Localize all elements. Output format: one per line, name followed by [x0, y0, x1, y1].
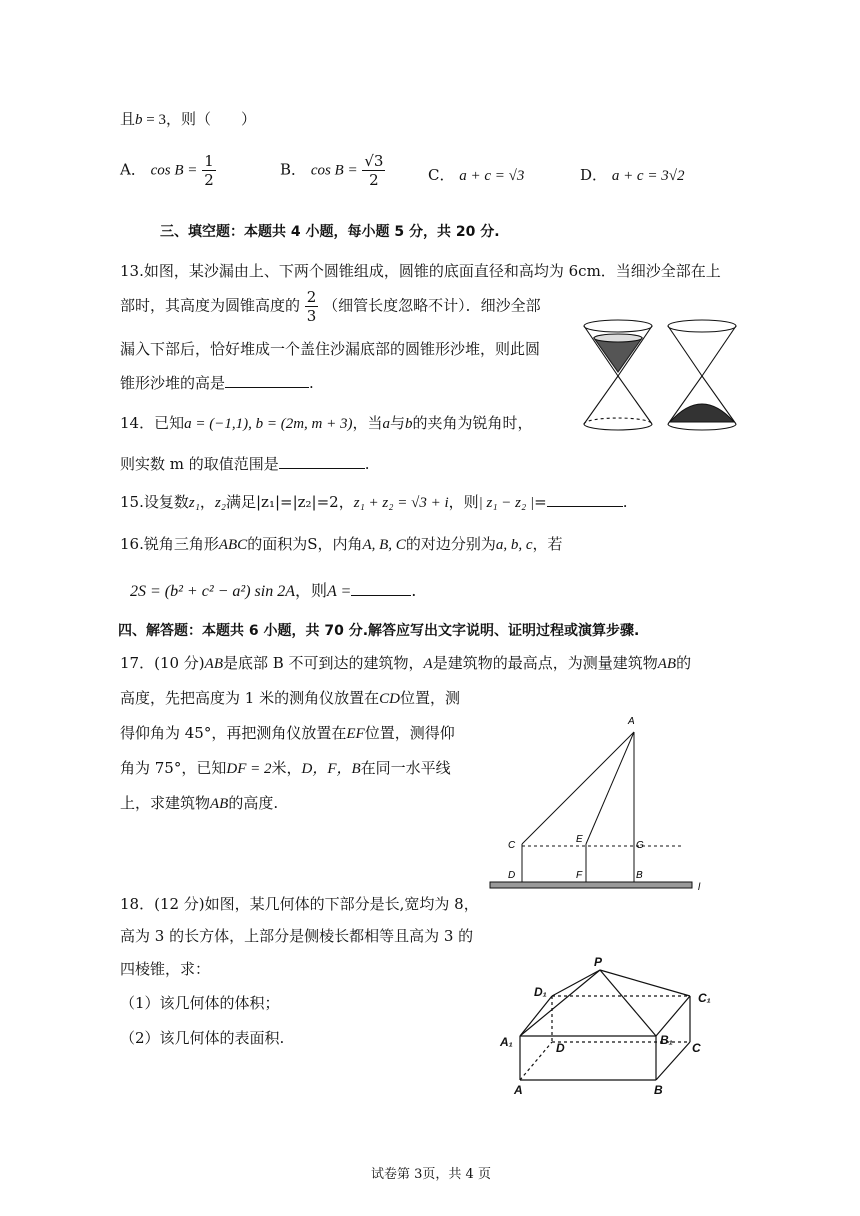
answer-blank [279, 454, 365, 469]
ground-line [490, 882, 692, 888]
q17-text: 的 [676, 654, 692, 672]
q16-sides: a, b, c [495, 537, 533, 553]
q17-ab: AB [204, 656, 223, 672]
q14-end: . [364, 455, 370, 473]
q16-a: 16.锐角三角形 [120, 535, 219, 553]
label-f: F [576, 870, 583, 881]
q17-ef: EF [346, 726, 365, 742]
q17-a: A [423, 656, 433, 672]
q15-a: 15.设复数 [120, 493, 189, 511]
q17-ab: AB [210, 796, 229, 812]
hourglass-figure [578, 316, 774, 444]
denominator: 2 [204, 171, 214, 189]
q17-text: 位置，测得仰 [364, 724, 455, 742]
q14-a: 14．已知 [120, 414, 185, 432]
q16-c: 的对边分别为 [405, 535, 496, 553]
q16-then: ，则 [294, 581, 327, 600]
hourglass-left [584, 320, 652, 430]
q17-text: 角为 75°，已知 [120, 759, 227, 777]
label-b: B [636, 870, 643, 881]
q15-b: ， [199, 493, 215, 511]
page-footer: 试卷第 3页，共 4 页 [371, 1167, 491, 1182]
q14-b: ，当 [352, 414, 383, 432]
q16-d: ，若 [532, 535, 563, 553]
q14-c: 的夹角为锐角时， [412, 414, 533, 432]
denominator: 3 [306, 307, 317, 325]
q16-formula: 2S = (b² + c² − a²) sin 2A [130, 583, 295, 600]
q16-end: . [411, 581, 417, 600]
option-letter: D． [580, 166, 608, 184]
q13-line2 [120, 288, 541, 325]
q15-z2: z₂ [214, 495, 226, 511]
q13-line4 [120, 372, 314, 393]
q17-text: 是底部 B 不可到达的建筑物， [222, 654, 424, 672]
q18-line1: 18．(12 分)如图，某几何体的下部分是长,宽均为 8， [120, 895, 479, 913]
option-expr: a + c = 3√2 [611, 168, 685, 184]
label-a1: A₁ [500, 1035, 513, 1049]
q18-line2: 高为 3 的长方体，上部分是侧棱长都相等且高为 3 的 [120, 927, 474, 945]
label-b1: B₁ [660, 1033, 673, 1047]
q13-line2-b: （细管长度忽略不计）．细沙全部 [323, 296, 541, 315]
q15-end: . [622, 493, 628, 511]
q12-tail [120, 108, 256, 129]
answer-blank [225, 373, 309, 388]
q17-dfb: D，F，B [301, 761, 361, 777]
option-a-fraction [202, 152, 216, 189]
line-ea [586, 732, 634, 844]
q17-line1 [120, 652, 691, 673]
q17-text: 得仰角为 45°，再把测角仪放置在 [120, 724, 347, 742]
label-d1: D₁ [534, 985, 547, 999]
label-p: P [594, 955, 603, 969]
q12-option-a [120, 152, 216, 189]
q16-angles: A, B, C [362, 537, 406, 553]
label-a: A [514, 1083, 523, 1097]
q15-d: ，则 [448, 493, 479, 511]
q15-expr2: | z₁ − z₂ | [478, 495, 535, 511]
q16-line2 [130, 578, 416, 601]
q17-line3 [120, 722, 455, 743]
answer-blank [351, 581, 411, 596]
q14-line2 [120, 453, 370, 474]
label-b: B [654, 1083, 663, 1097]
q12-suffix: ，则（ ） [165, 110, 256, 128]
q15-c: 满足|z₁|=|z₂|=2， [226, 493, 354, 511]
q14-mid: 与 [390, 414, 406, 432]
q17-text: 上，求建筑物 [120, 794, 211, 812]
q17-text: 高度，先把高度为 1 米的测角仪放置在 [120, 689, 380, 707]
q17-text: 是建筑物的最高点，为测量建筑物 [432, 654, 658, 672]
q14-line1 [120, 412, 533, 433]
label-d: D [556, 1041, 565, 1055]
option-letter: A． [120, 160, 146, 179]
label-c1: C₁ [698, 991, 711, 1005]
q12-option-b [280, 152, 385, 189]
q18-line4: （1）该几何体的体积； [120, 994, 280, 1012]
q13-fraction [305, 288, 319, 325]
q12-var: b [135, 112, 143, 128]
q12-eq: = 3 [142, 112, 166, 128]
section-4-title: 四、解答题：本题共 6 小题，共 70 分.解答应写出文字说明、证明过程或演算步骤. [118, 623, 640, 639]
q13-end: . [309, 374, 314, 392]
answer-blank [547, 492, 623, 507]
q17-score: 17．(10 分) [120, 654, 205, 672]
q17-df: DF = 2 [226, 761, 272, 777]
q15-line [120, 491, 627, 512]
q16-answer-label: A = [327, 583, 352, 600]
label-c: C [508, 840, 516, 851]
q17-line2 [120, 687, 460, 708]
q15-z1: z₁ [188, 495, 200, 511]
q13-line4-a: 锥形沙堆的高是 [120, 374, 226, 392]
label-d: D [508, 870, 516, 881]
numerator: √3 [364, 152, 384, 170]
label-a: A [628, 716, 635, 727]
section-3-title: 三、填空题：本题共 4 小题，每小题 5 分，共 20 分. [160, 224, 500, 240]
option-expr: cos B = [150, 162, 198, 179]
label-c: C [692, 1041, 701, 1055]
q14-vec-a: a [382, 416, 390, 432]
q18-line5: （2）该几何体的表面积. [120, 1029, 285, 1047]
label-l: l [698, 882, 701, 893]
q15-e: = [534, 493, 547, 511]
q16-line1 [120, 533, 563, 554]
q14-vec-b: b [405, 416, 413, 432]
q17-text: 在同一水平线 [360, 759, 451, 777]
q13-line2-a: 部时，其高度为圆锥高度的 [120, 296, 301, 315]
q17-ab: AB [657, 656, 677, 672]
line-ca [522, 732, 634, 844]
q17-line4 [120, 757, 451, 778]
option-expr: a + c = √3 [459, 168, 525, 184]
q13-line1: 13.如图，某沙漏由上、下两个圆锥组成，圆锥的底面直径和高均为 6cm．当细沙全部在上 [120, 262, 721, 280]
q13-line3: 漏入下部后，恰好堆成一个盖住沙漏底部的圆锥形沙堆，则此圆 [120, 340, 541, 358]
q16-b: 的面积为S，内角 [247, 535, 363, 553]
option-letter: C． [428, 166, 455, 184]
q18-solid-figure [496, 954, 726, 1100]
q17-line5 [120, 792, 278, 813]
option-b-fraction [362, 152, 385, 189]
label-g: G [636, 840, 644, 851]
q12-prefix: 且 [120, 110, 136, 128]
denominator: 2 [369, 171, 379, 189]
numerator: 1 [204, 152, 214, 170]
q14-line2-a: 则实数 m 的取值范围是 [120, 455, 279, 473]
q18-line3: 四棱锥，求： [120, 960, 211, 978]
hourglass-right [668, 320, 736, 430]
q15-expr: z₁ + z₂ = √3 + i [353, 495, 449, 511]
q17-building-figure [488, 710, 720, 896]
q12-option-d [580, 164, 684, 185]
label-e: E [576, 834, 583, 845]
option-expr: cos B = [310, 162, 358, 179]
q17-text: 米， [271, 759, 302, 777]
q17-text: 位置，测 [399, 689, 460, 707]
q12-option-c [428, 164, 524, 185]
q16-abc: ABC [218, 537, 248, 553]
q14-vector-expr: a = (−1,1), b = (2m, m + 3) [184, 416, 353, 432]
option-letter: B． [280, 160, 307, 179]
numerator: 2 [306, 288, 317, 306]
q17-cd: CD [379, 691, 400, 707]
q17-text: 的高度. [228, 794, 279, 812]
